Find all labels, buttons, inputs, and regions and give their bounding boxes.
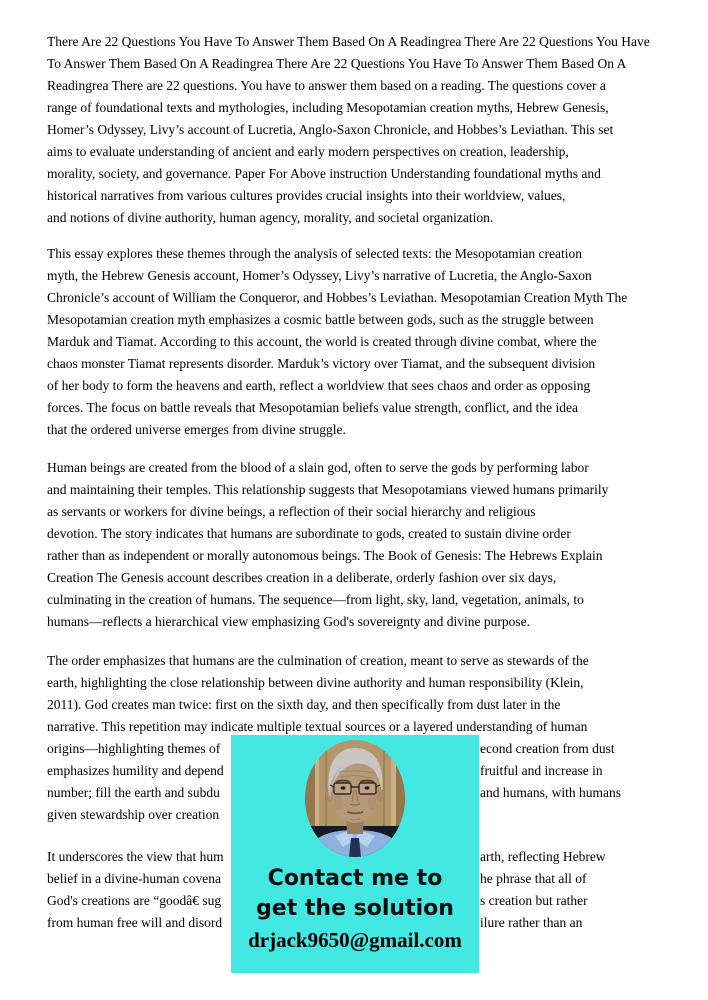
promo-overlay	[231, 735, 479, 973]
text-line: myth, the Hebrew Genesis account, Homer’s Odyssey, Livy’s narrative of Lucretia, the Anglo-Saxon	[47, 268, 592, 283]
text-fragment-right: and humans, with humans	[480, 785, 621, 800]
text-fragment-right: econd creation from dust	[480, 741, 615, 756]
promo-heading-line1: Contact me to	[267, 866, 443, 891]
text-line: Chronicle’s account of William the Conqueror, and Hobbes’s Leviathan. Mesopotamian Creation Myth The	[47, 290, 628, 305]
text-fragment-right: he phrase that all of	[480, 871, 587, 886]
text-line: This essay explores these themes through the analysis of selected texts: the Mesopotamian creation	[47, 246, 582, 261]
tutor-photo	[305, 740, 405, 857]
text-fragment-left: God's creations are “goodâ€ sug	[47, 893, 222, 908]
text-line: that the ordered universe emerges from divine struggle.	[47, 422, 346, 437]
text-fragment-left: given stewardship over creation	[47, 807, 220, 822]
text-line: Marduk and Tiamat. According to this account, the world is created through divine combat, where the	[47, 334, 597, 349]
text-line: Homer’s Odyssey, Livy’s account of Lucretia, Anglo-Saxon Chronicle, and Hobbes’s Leviathan. This set	[47, 122, 614, 137]
text-line: as servants or workers for divine beings, a reflection of their social hierarchy and religious	[47, 504, 536, 519]
text-fragment-left: emphasizes humility and depend	[47, 763, 224, 778]
text-fragment-right: s creation but rather	[480, 893, 588, 908]
text-fragment-left: from human free will and disord	[47, 915, 223, 930]
text-fragment-left: belief in a divine-human covena	[47, 871, 221, 886]
paragraph	[47, 31, 707, 229]
text-line: and notions of divine authority, human agency, morality, and societal organization.	[47, 210, 494, 225]
text-line: Human beings are created from the blood of a slain god, often to serve the gods by performing labor	[47, 460, 589, 475]
text-line: aims to evaluate understanding of ancient and early modern perspectives on creation, leadership,	[47, 144, 569, 159]
text-line: 2011). God creates man twice: first on the sixth day, and then specifically from dust later in the	[47, 697, 561, 712]
text-line: historical narratives from various cultures provides crucial insights into their worldview, values,	[47, 188, 566, 203]
text-line: chaos monster Tiamat represents disorder. Marduk’s victory over Tiamat, and the subsequent division	[47, 356, 596, 371]
text-line: of her body to form the heavens and earth, reflect a worldview that sees chaos and order as opposing	[47, 378, 591, 393]
text-fragment-left: It underscores the view that hum	[47, 849, 224, 864]
text-fragment-left: number; fill the earth and subdu	[47, 785, 220, 800]
text-fragment-left: origins—highlighting themes of	[47, 741, 221, 756]
text-line: rather than as independent or morally autonomous beings. The Book of Genesis: The Hebrews Explain	[47, 548, 603, 563]
text-line: range of foundational texts and mythologies, including Mesopotamian creation myths, Hebrew Genesis,	[47, 100, 609, 115]
paragraph	[47, 457, 707, 633]
text-line: culminating in the creation of humans. The sequence—from light, sky, land, vegetation, animals, to	[47, 592, 584, 607]
text-line: narrative. This repetition may indicate multiple textual sources or a layered understanding of human	[47, 719, 588, 734]
promo-heading	[231, 864, 479, 924]
man-portrait-icon	[305, 740, 405, 857]
text-line: humans—reflects a hierarchical view emphasizing God's sovereignty and divine purpose.	[47, 614, 531, 629]
text-fragment-right: fruitful and increase in	[480, 763, 603, 778]
text-line: forces. The focus on battle reveals that Mesopotamian beliefs value strength, conflict, and the idea	[47, 400, 578, 415]
text-line: Readingrea There are 22 questions. You have to answer them based on a reading. The questions cover a	[47, 78, 606, 93]
text-line: and maintaining their temples. This relationship suggests that Mesopotamians viewed humans primarily	[47, 482, 609, 497]
text-line: To Answer Them Based On A Readingrea There Are 22 Questions You Have To Answer Them Based On A	[47, 56, 627, 71]
text-line: morality, society, and governance. Paper For Above instruction Understanding foundational myths and	[47, 166, 601, 181]
text-line: earth, highlighting the close relationship between divine authority and human responsibility (Klein,	[47, 675, 584, 690]
text-fragment-right: ilure rather than an	[480, 915, 583, 930]
promo-heading-line2: get the solution	[256, 896, 454, 921]
text-line: devotion. The story indicates that humans are subordinate to gods, created to sustain divine order	[47, 526, 571, 541]
text-line: Creation The Genesis account describes creation in a deliberate, orderly fashion over six days,	[47, 570, 557, 585]
promo-email: drjack9650@gmail.com	[248, 928, 462, 952]
text-line: The order emphasizes that humans are the culmination of creation, meant to serve as stewards of the	[47, 653, 589, 668]
text-line: Mesopotamian creation myth emphasizes a cosmic battle between gods, such as the struggle between	[47, 312, 594, 327]
text-line: There Are 22 Questions You Have To Answer Them Based On A Readingrea There Are 22 Questions You Have	[47, 34, 650, 49]
paragraph	[47, 243, 707, 441]
text-fragment-right: arth, reflecting Hebrew	[480, 849, 606, 864]
